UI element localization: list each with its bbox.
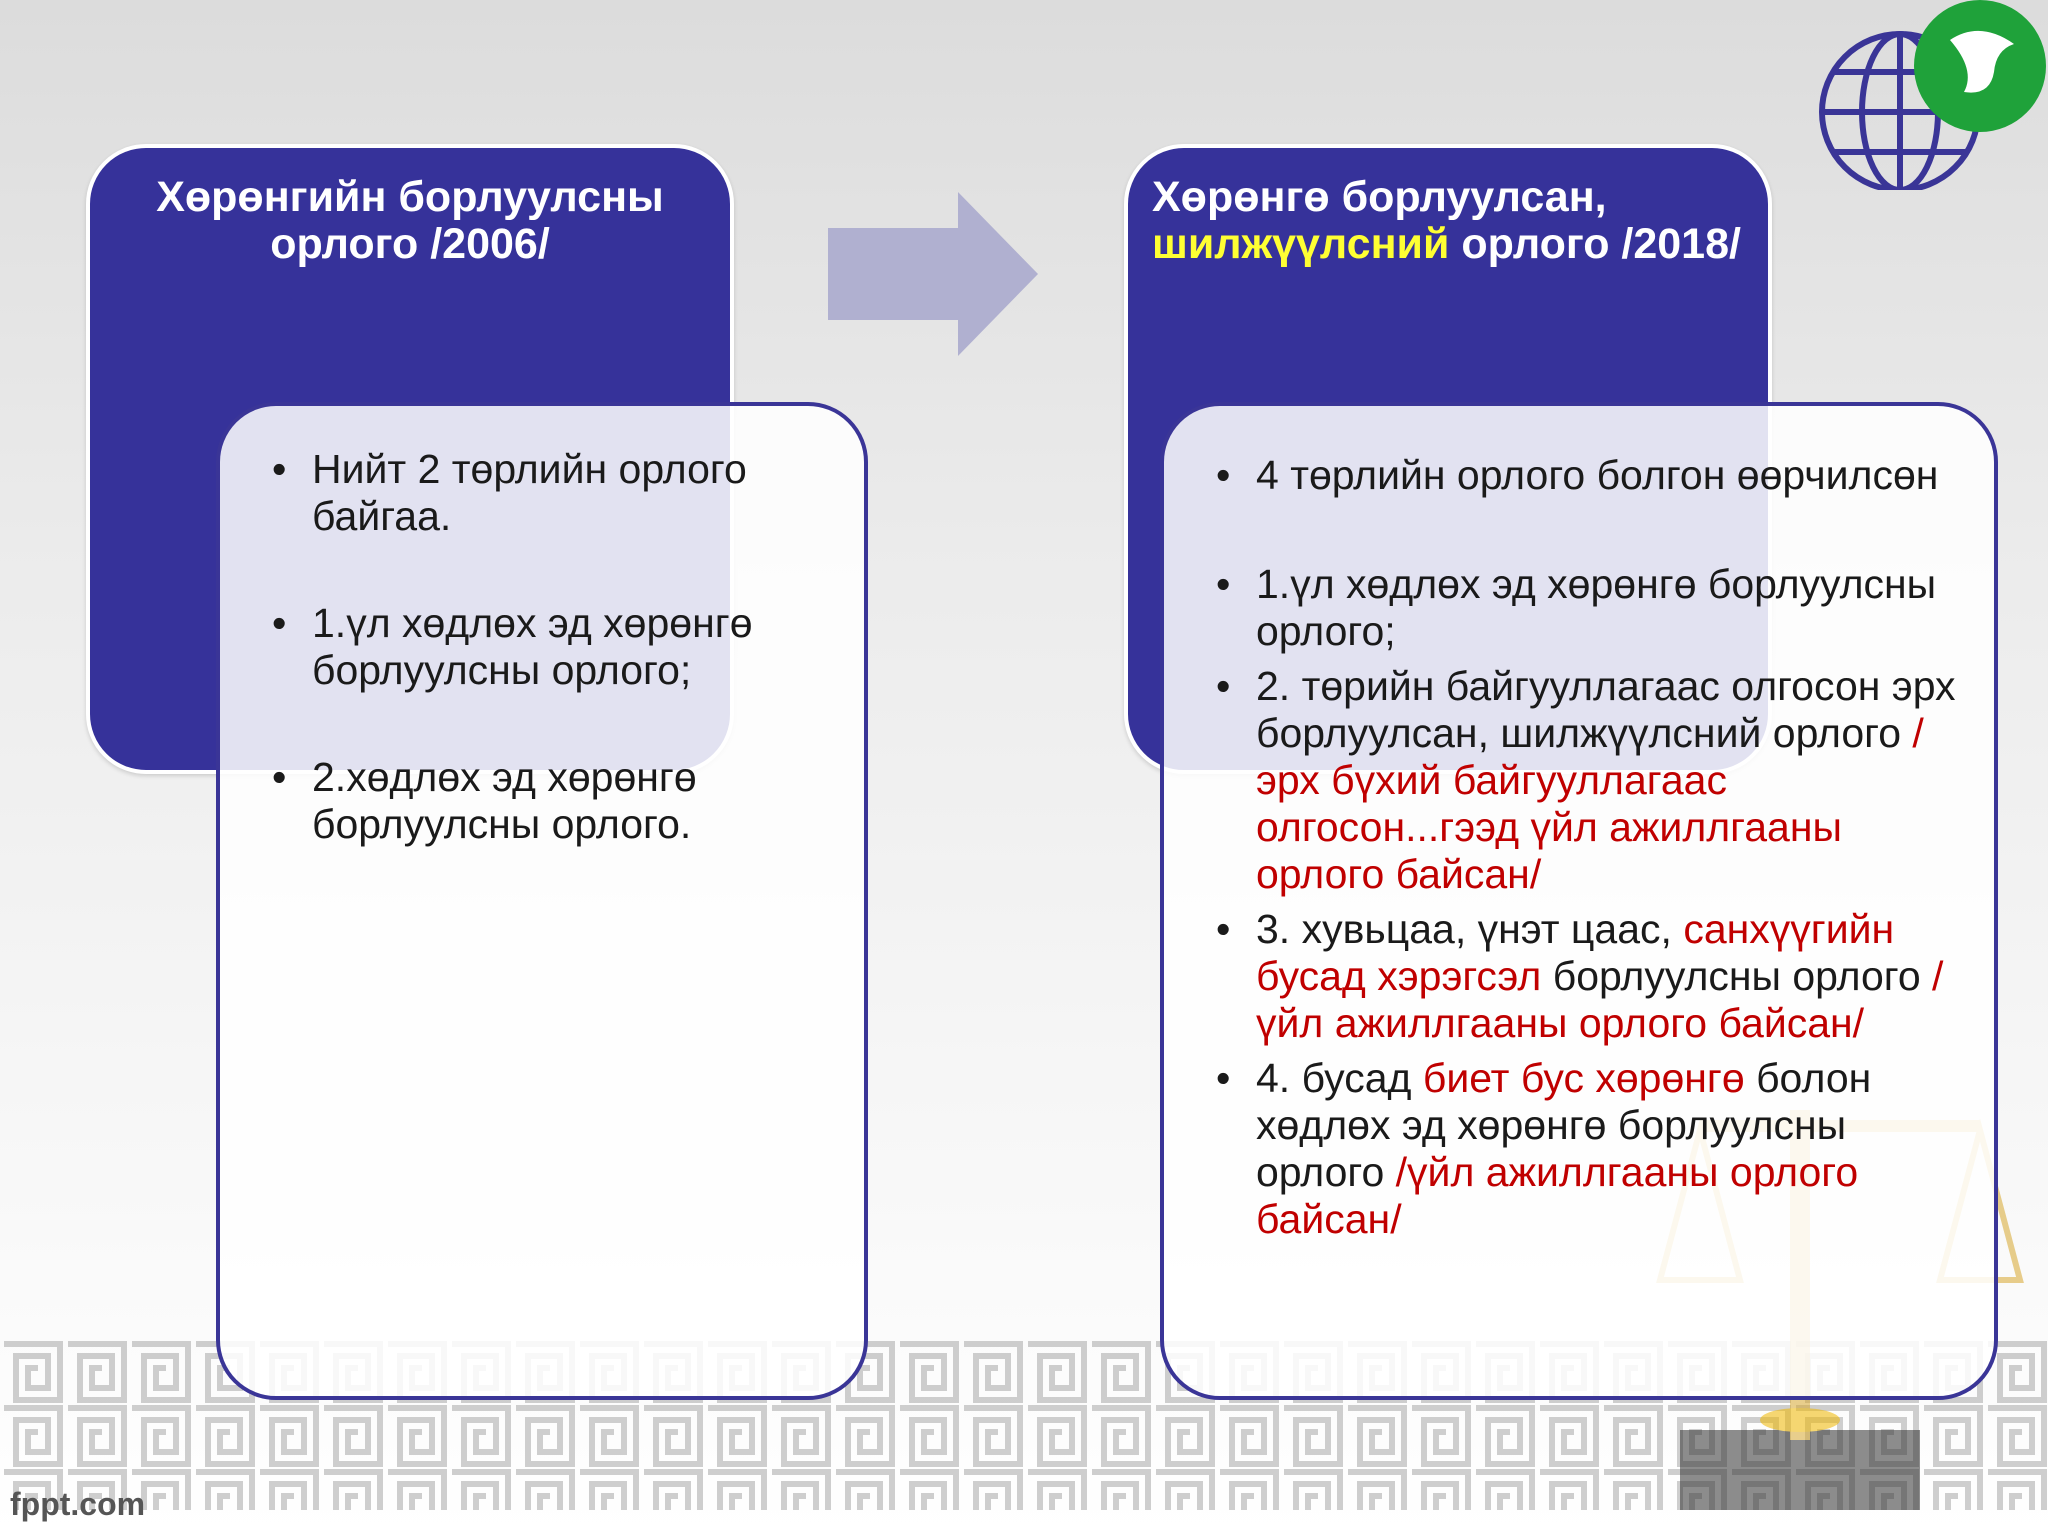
right-title-part1: Хөрөнгө борлуулсан, [1152,173,1607,221]
list-item [1216,906,1964,1047]
item-note-red: /үйл ажиллгааны орлого байсан/ [1256,1149,1859,1242]
right-arrow-icon [828,192,1038,356]
item-text-red: биет бус хөрөнгө [1422,1055,1745,1101]
left-content-box [216,402,868,1400]
item-text-red: санхүүгийн бусад хэрэгсэл [1256,906,1895,999]
right-content-box [1160,402,1998,1400]
item-text: 2. төрийн байгууллагаас олгосон эрх борлуулсан, шилжүүлсний орлого [1256,663,1956,756]
list-item: • 2.хөдлөх эд хөрөнгө борлуулсны орлого. [272,754,824,848]
item-text: 4 төрлийн орлого болгон өөрчилсөн [1256,452,1939,498]
list-item [1216,561,1964,655]
left-title: Хөрөнгийн борлуулсны орлого /2006/ [156,173,664,268]
item-note-red: /үйл ажиллгааны орлого байсан/ [1256,953,1944,1046]
globe-logo-icon [1800,0,2048,190]
item-note-red: /эрх бүхий байгууллагаас олгосон...гээд үйл ажиллгааны орлого байсан/ [1256,710,1924,897]
item-text: 1.үл хөдлөх эд хөрөнгө борлуулсны орлого; [1256,561,1937,654]
left-bullet-list [272,446,824,848]
right-title-part2: орлого /2018/ [1461,220,1741,268]
list-item: • 1.үл хөдлөх эд хөрөнгө борлуулсны орлого; [272,600,824,694]
item-text: борлуулсны орлого [1552,953,1921,999]
list-item: • Нийт 2 төрлийн орлого байгаа. [272,446,824,540]
list-item [1216,1055,1964,1243]
list-item [1216,452,1964,499]
item-text: 3. хувьцаа, үнэт цаас, [1256,906,1672,952]
item-text: 4. бусад [1256,1055,1412,1101]
item-text: болон хөдлөх эд хөрөнгө борлуулсны орлого [1256,1055,1872,1195]
right-title-highlight: шилжүүлсний [1152,220,1450,268]
footer-text: fppt.com [10,1486,146,1522]
list-item [1216,663,1964,898]
right-bullet-list [1216,452,1964,1243]
right-title [1152,174,1744,268]
